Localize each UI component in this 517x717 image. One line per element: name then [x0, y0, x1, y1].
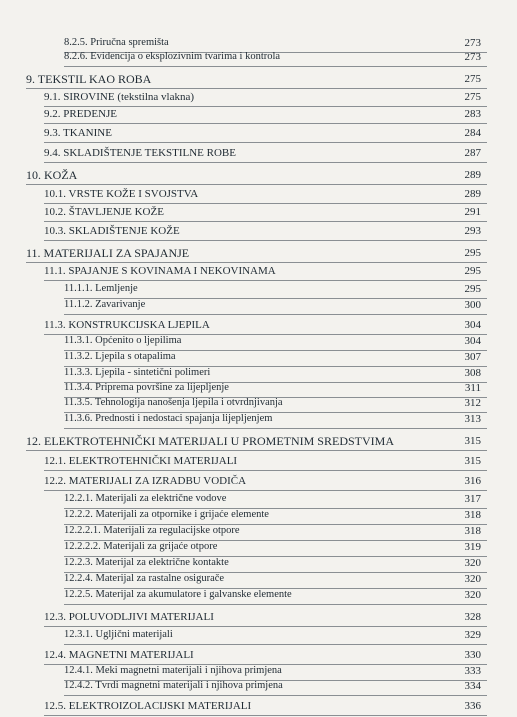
toc-entry-page-number: 293	[464, 225, 481, 237]
toc-entry-page-number: 295	[464, 265, 481, 277]
toc-entry-underline	[26, 262, 487, 263]
toc-entry-title: 12.4.2. Tvrdi magnetni materijali i njihova primjena	[64, 680, 283, 691]
toc-entry-title: 11.3.2. Ljepila s otapalima	[64, 351, 176, 362]
toc-entry-underline	[64, 644, 487, 645]
toc-entry-title: 12.4.1. Meki magnetni materijali i njihova primjena	[64, 665, 282, 676]
toc-entry-page-number: 289	[464, 169, 481, 181]
toc-entry	[0, 699, 517, 717]
toc-entry-underline	[64, 314, 487, 315]
toc-entry-title: 12.2.4. Materijal za rastalne osigurače	[64, 573, 225, 584]
toc-entry-title: 10. KOŽA	[26, 168, 78, 182]
toc-entry-page-number: 304	[464, 335, 481, 347]
toc-entry-title: 11.3.3. Ljepila - sintetični polimeri	[64, 367, 211, 378]
toc-entry-page-number: 336	[464, 700, 481, 712]
toc-entry	[0, 679, 517, 697]
toc-entry-underline	[64, 66, 487, 67]
toc-entry-page-number: 315	[464, 455, 481, 467]
toc-entry-page-number: 308	[464, 367, 481, 379]
toc-entry-underline	[44, 203, 487, 204]
toc-entry	[0, 72, 517, 90]
toc-entry-title: 12.1. ELEKTROTEHNIČKI MATERIJALI	[44, 455, 238, 467]
toc-entry-page-number: 273	[464, 51, 481, 63]
toc-entry-title: 10.2. ŠTAVLJENJE KOŽE	[44, 206, 164, 218]
toc-entry-page-number: 275	[464, 91, 481, 103]
toc-entry-title: 12.3.1. Ugljični materijali	[64, 629, 173, 640]
toc-entry-title: 12.2. MATERIJALI ZA IZRADBU VODIČA	[44, 475, 247, 487]
toc-entry-underline	[64, 604, 487, 605]
toc-entry-page-number: 291	[464, 206, 481, 218]
toc-entry-page-number: 311	[464, 382, 481, 394]
toc-entry	[0, 412, 517, 430]
toc-entry-page-number: 304	[464, 319, 481, 331]
toc-entry-underline	[64, 695, 487, 696]
toc-entry	[0, 187, 517, 205]
toc-entry-title: 12.2.2.1. Materijali za regulacijske otpore	[64, 525, 240, 536]
toc-entry-page-number: 330	[464, 649, 481, 661]
toc-entry-title: 12.2.2. Materijali za otpornike i grijaće elemente	[64, 509, 269, 520]
toc-entry-title: 12. ELEKTROTEHNIČKI MATERIJALI U PROMETNIM SREDSTVIMA	[26, 434, 394, 448]
toc-entry	[0, 264, 517, 282]
toc-entry	[0, 224, 517, 242]
toc-entry-page-number: 273	[464, 37, 481, 49]
toc-entry-page-number: 317	[464, 493, 481, 505]
toc-entry-title: 9.1. SIROVINE (tekstilna vlakna)	[44, 91, 194, 103]
toc-entry-title: 9.4. SKLADIŠTENJE TEKSTILNE ROBE	[44, 147, 236, 159]
toc-entry	[0, 628, 517, 646]
toc-entry-title: 11.3.1. Općenito o ljepilima	[64, 335, 182, 346]
toc-entry-underline	[64, 428, 487, 429]
toc-entry	[0, 168, 517, 186]
toc-entry-underline	[44, 490, 487, 491]
toc-entry	[0, 107, 517, 125]
toc-entry-page-number: 318	[464, 525, 481, 537]
toc-entry-title: 12.2.5. Materijal za akumulatore i galvanske elemente	[64, 589, 292, 600]
toc-entry-title: 11.1.2. Zavarivanje	[64, 299, 146, 310]
toc-entry-underline	[44, 123, 487, 124]
toc-entry-underline	[26, 450, 487, 451]
toc-entry-page-number: 320	[464, 557, 481, 569]
toc-entry-page-number: 320	[464, 589, 481, 601]
toc-entry-page-number: 313	[464, 413, 481, 425]
toc-entry-title: 10.3. SKLADIŠTENJE KOŽE	[44, 225, 180, 237]
toc-entry-page-number: 319	[464, 541, 481, 553]
toc-entry-page-number: 295	[464, 283, 481, 295]
toc-entry-title: 12.2.2.2. Materijali za grijaće otpore	[64, 541, 218, 552]
toc-entry-underline	[26, 88, 487, 89]
toc-entry-title: 9.3. TKANINE	[44, 127, 112, 139]
toc-entry	[0, 298, 517, 316]
toc-entry-title: 11.3.6. Prednosti i nedostaci spajanja lijepljenjem	[64, 413, 273, 424]
toc-entry-page-number: 275	[464, 73, 481, 85]
toc-entry-underline	[44, 626, 487, 627]
toc-entry-underline	[44, 142, 487, 143]
toc-entry-underline	[44, 715, 487, 716]
toc-entry-title: 12.2.3. Materijal za električne kontakte	[64, 557, 229, 568]
toc-entry-title: 11. MATERIJALI ZA SPAJANJE	[26, 246, 190, 260]
toc-entry-title: 12.3. POLUVODLJIVI MATERIJALI	[44, 611, 214, 623]
toc-entry	[0, 246, 517, 264]
toc-entry	[0, 454, 517, 472]
toc-entry-page-number: 287	[464, 147, 481, 159]
toc-entry	[0, 50, 517, 68]
toc-entry-underline	[44, 221, 487, 222]
toc-entry	[0, 146, 517, 164]
toc-entry	[0, 205, 517, 223]
toc-entry-page-number: 315	[464, 435, 481, 447]
toc-entry	[0, 434, 517, 452]
toc-entry-page-number: 300	[464, 299, 481, 311]
toc-entry-page-number: 307	[464, 351, 481, 363]
toc-entry-title: 12.2.1. Materijali za električne vodove	[64, 493, 227, 504]
toc-entry-title: 10.1. VRSTE KOŽE I SVOJSTVA	[44, 188, 199, 200]
toc-entry-title: 12.5. ELEKTROIZOLACIJSKI MATERIJALI	[44, 700, 252, 712]
toc-entry	[0, 474, 517, 492]
toc-entry-title: 11.3. KONSTRUKCIJSKA LJEPILA	[44, 319, 210, 331]
toc-entry-title: 9. TEKSTIL KAO ROBA	[26, 72, 152, 86]
toc-entry-underline	[44, 280, 487, 281]
toc-entry-page-number: 329	[464, 629, 481, 641]
toc-entry-underline	[26, 184, 487, 185]
toc-entry	[0, 90, 517, 108]
toc-entry-title: 11.3.4. Priprema površine za lijepljenje	[64, 382, 229, 393]
toc-entry-page-number: 334	[464, 680, 481, 692]
toc-entry-page-number: 295	[464, 247, 481, 259]
toc-entry-title: 8.2.6. Evidencija o eksplozivnim tvarima i kontrola	[64, 51, 281, 62]
toc-entry-underline	[44, 470, 487, 471]
toc-entry-title: 9.2. PREDENJE	[44, 108, 118, 120]
toc-entry-page-number: 316	[464, 475, 481, 487]
toc-entry	[0, 610, 517, 628]
toc-entry-underline	[44, 162, 487, 163]
toc-entry-title: 12.4. MAGNETNI MATERIJALI	[44, 649, 194, 661]
toc-entry-page-number: 312	[464, 397, 481, 409]
toc-entry-title: 11.3.5. Tehnologija nanošenja ljepila i otvrdnjivanja	[64, 397, 283, 408]
toc-entry	[0, 588, 517, 606]
toc-entry-page-number: 284	[464, 127, 481, 139]
toc-entry-underline	[44, 240, 487, 241]
toc-entry-page-number: 283	[464, 108, 481, 120]
toc-entry-page-number: 320	[464, 573, 481, 585]
toc-entry-page-number: 328	[464, 611, 481, 623]
toc-entry-page-number: 333	[464, 665, 481, 677]
toc-entry	[0, 126, 517, 144]
toc-entry-page-number: 318	[464, 509, 481, 521]
toc-entry-title: 11.1. SPAJANJE S KOVINAMA I NEKOVINAMA	[44, 265, 276, 277]
toc-entry-title: 8.2.5. Priručna spremišta	[64, 37, 169, 48]
toc-entry-page-number: 289	[464, 188, 481, 200]
toc-entry-title: 11.1.1. Lemljenje	[64, 283, 138, 294]
